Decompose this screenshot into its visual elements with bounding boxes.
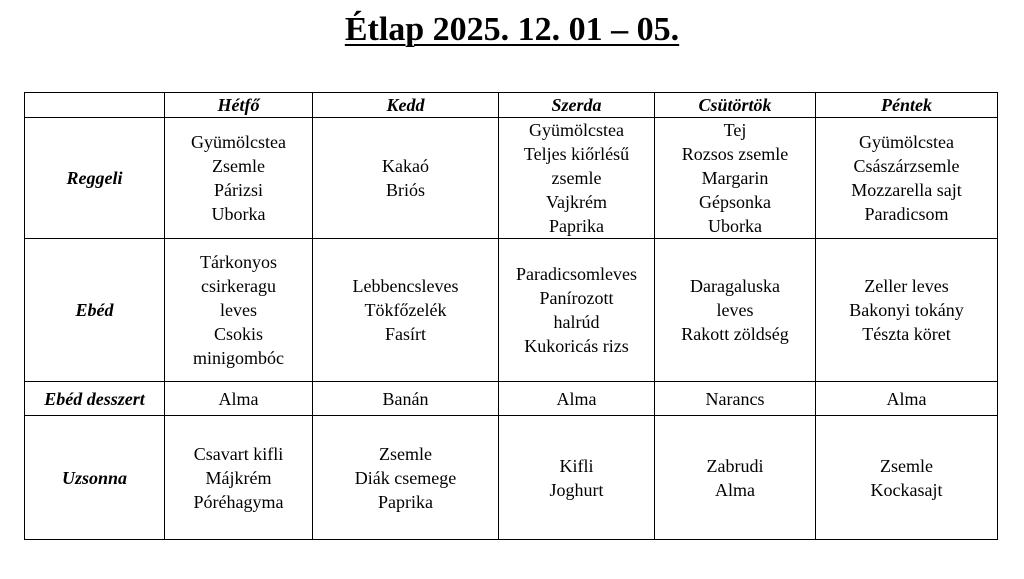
- menu-cell: [816, 382, 998, 416]
- menu-cell: [499, 416, 655, 540]
- menu-cell: [816, 239, 998, 382]
- menu-cell: [313, 416, 499, 540]
- menu-item: Zeller leves: [864, 276, 949, 296]
- day-header: Péntek: [816, 93, 998, 118]
- menu-item: Kakaó: [382, 156, 429, 176]
- menu-item: Alma: [715, 479, 755, 500]
- menu-cell: [165, 239, 313, 382]
- menu-table-body: [25, 93, 998, 540]
- page-title: [0, 8, 1024, 52]
- menu-item: Rozsos zsemle: [681, 144, 789, 164]
- menu-item: Narancs: [705, 388, 765, 409]
- menu-item: Alma: [886, 388, 927, 409]
- menu-item: Paradicsom: [864, 204, 949, 224]
- menu-item: Banán: [382, 388, 429, 409]
- menu-cell: [655, 118, 816, 239]
- menu-item: leves: [716, 300, 754, 320]
- meal-label: Ebéd desszert: [25, 382, 165, 416]
- meal-row: [25, 118, 998, 239]
- menu-item: halrúd: [553, 312, 600, 332]
- menu-item: Kifli: [559, 455, 594, 476]
- menu-item: Májkrém: [205, 467, 272, 488]
- menu-item: Paradicsomleves: [516, 264, 637, 284]
- menu-cell: [165, 118, 313, 239]
- menu-cell: [165, 382, 313, 416]
- menu-item: Diák csemege: [354, 467, 457, 488]
- menu-item: Tészta köret: [862, 324, 951, 344]
- day-header: Hétfő: [165, 93, 313, 118]
- menu-cell: [165, 416, 313, 540]
- menu-item: Daragaluska: [690, 276, 780, 296]
- menu-item: Zsemle: [880, 455, 933, 476]
- meal-row: [25, 416, 998, 540]
- menu-item: Fasírt: [384, 324, 426, 344]
- menu-item: zsemle: [551, 168, 602, 188]
- menu-cell: [655, 416, 816, 540]
- menu-item: Mozzarella sajt: [851, 180, 962, 200]
- menu-item: Paprika: [549, 216, 604, 236]
- menu-item: minigombóc: [193, 348, 284, 368]
- menu-item: Vajkrém: [546, 192, 607, 212]
- menu-item: Joghurt: [549, 479, 604, 500]
- menu-item: Tej: [723, 120, 747, 140]
- menu-item: Uborka: [708, 216, 762, 236]
- meal-row: [25, 239, 998, 382]
- menu-item: Kockasajt: [870, 479, 943, 500]
- menu-item: csirkeragu: [201, 276, 276, 296]
- menu-item: Kukoricás rizs: [524, 336, 629, 356]
- menu-item: Panírozott: [539, 288, 614, 308]
- menu-cell: [816, 416, 998, 540]
- menu-cell: [816, 118, 998, 239]
- menu-item: Gépsonka: [699, 192, 771, 212]
- menu-item: Uborka: [211, 204, 266, 224]
- corner-cell: [25, 93, 165, 118]
- menu-item: Gyümölcstea: [529, 120, 624, 140]
- menu-item: Tárkonyos: [200, 252, 277, 272]
- menu-item: Bakonyi tokány: [849, 300, 964, 320]
- menu-item: Császárzsemle: [853, 156, 960, 176]
- menu-item: Zsemle: [379, 443, 432, 464]
- meal-label: Reggeli: [25, 118, 165, 239]
- menu-item: Rakott zöldség: [681, 324, 789, 344]
- menu-cell: [313, 239, 499, 382]
- menu-cell: [313, 382, 499, 416]
- page-title-text: Étlap 2025. 12. 01 – 05.: [344, 11, 680, 48]
- menu-item: Tökfőzelék: [364, 300, 447, 320]
- menu-table: [24, 92, 998, 540]
- menu-item: Zabrudi: [706, 455, 764, 476]
- menu-cell: [655, 239, 816, 382]
- menu-item: Paprika: [378, 491, 433, 512]
- menu-item: Gyümölcstea: [859, 132, 954, 152]
- header-row: [25, 93, 998, 118]
- menu-item: Párizsi: [214, 180, 263, 200]
- menu-item: Margarin: [701, 168, 769, 188]
- menu-item: Alma: [556, 388, 597, 409]
- menu-cell: [499, 382, 655, 416]
- menu-cell: [499, 118, 655, 239]
- menu-cell: [655, 382, 816, 416]
- day-header: Kedd: [313, 93, 499, 118]
- menu-item: Briós: [385, 180, 425, 200]
- menu-item: Póréhagyma: [193, 491, 284, 512]
- menu-item: Teljes kiőrlésű: [523, 144, 630, 164]
- day-header: Csütörtök: [655, 93, 816, 118]
- menu-item: Lebbencsleves: [352, 276, 459, 296]
- menu-item: Gyümölcstea: [191, 132, 286, 152]
- menu-cell: [313, 118, 499, 239]
- menu-item: Zsemle: [212, 156, 265, 176]
- menu-item: Alma: [218, 388, 259, 409]
- meal-label: Uzsonna: [25, 416, 165, 540]
- menu-item: leves: [220, 300, 257, 320]
- meal-row: [25, 382, 998, 416]
- meal-label: Ebéd: [25, 239, 165, 382]
- menu-item: Csavart kifli: [193, 443, 284, 464]
- menu-item: Csokis: [213, 324, 264, 344]
- menu-cell: [499, 239, 655, 382]
- day-header: Szerda: [499, 93, 655, 118]
